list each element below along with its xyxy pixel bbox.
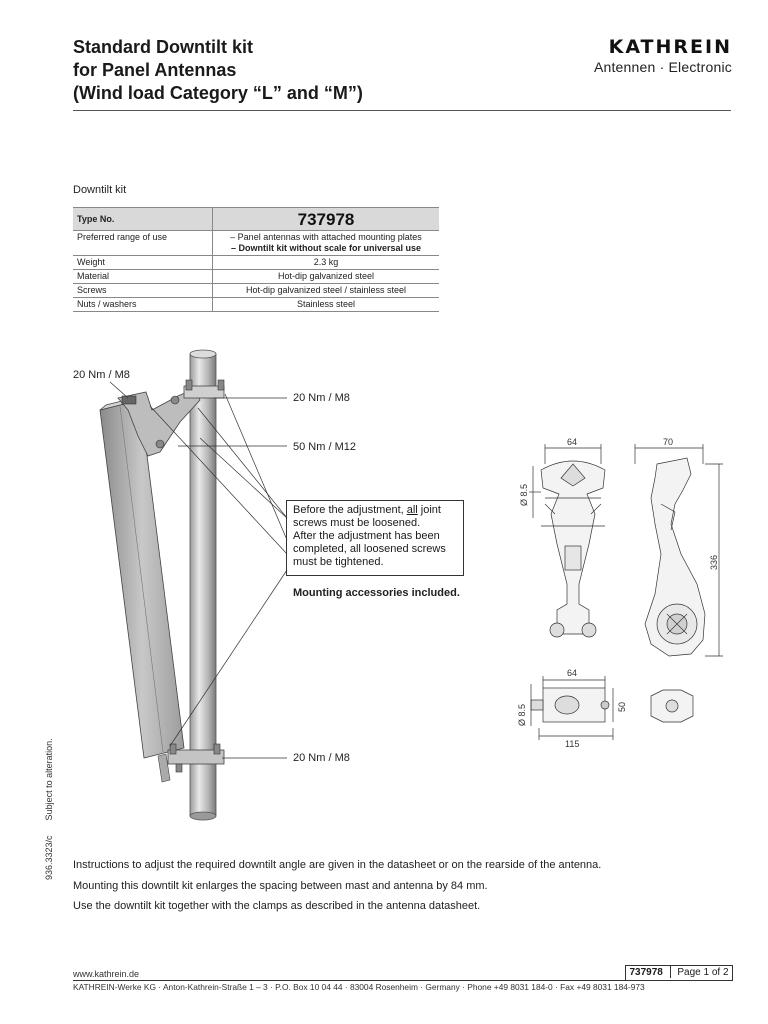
row-value xyxy=(213,231,440,256)
subject-to-alteration: Subject to alteration. xyxy=(44,738,54,821)
title-line-2: for Panel Antennas xyxy=(73,60,237,80)
footer-divider xyxy=(73,980,731,981)
torque-label-bottom-clamp: 20 Nm / M8 xyxy=(293,752,350,764)
torque-label-top-left: 20 Nm / M8 xyxy=(73,369,130,381)
row-label: Nuts / washers xyxy=(73,298,213,312)
dim-height: 336 xyxy=(709,554,719,570)
mast xyxy=(190,350,216,820)
mounting-illustration xyxy=(0,340,480,830)
row-label: Material xyxy=(73,270,213,284)
document-code: 936.3323/c xyxy=(44,835,54,880)
technical-drawing xyxy=(505,434,733,750)
table-row xyxy=(73,208,439,231)
torque-label-joint: 50 Nm / M12 xyxy=(293,441,356,453)
page-number: Page 1 of 2 xyxy=(677,967,729,978)
row-value: Hot-dip galvanized steel / stainless steel xyxy=(213,284,440,298)
title-line-3: (Wind load Category “L” and “M”) xyxy=(73,83,363,103)
footer-type-no: 737978 xyxy=(629,967,663,978)
page-indicator xyxy=(625,965,733,981)
row-value: Stainless steel xyxy=(213,298,440,312)
header-divider xyxy=(73,110,731,111)
type-no-value: 737978 xyxy=(213,208,440,231)
note-emphasis: all xyxy=(406,504,418,516)
dim-bottom-height: 50 xyxy=(617,701,627,712)
type-no-label: Type No. xyxy=(73,208,213,231)
range-line-2: – Downtilt kit without scale for universal use xyxy=(230,243,422,253)
instruction-line-2: Mounting this downtilt kit enlarges the spacing between mast and antenna by 84 mm. xyxy=(73,880,488,892)
torque-label-top-clamp: 20 Nm / M8 xyxy=(293,392,350,404)
note-line-1: Before the adjustment, all joint xyxy=(293,504,441,516)
spec-table xyxy=(73,207,439,312)
row-value: 2.3 kg xyxy=(213,256,440,270)
table-row xyxy=(73,298,439,312)
dim-bottom-total: 115 xyxy=(565,739,580,749)
brand-logo-block xyxy=(574,36,732,75)
row-value: Hot-dip galvanized steel xyxy=(213,270,440,284)
section-label: Downtilt kit xyxy=(73,184,127,196)
brand-tagline: Antennen · Electronic xyxy=(593,59,732,75)
company-address: KATHREIN-Werke KG · Anton-Kathrein-Straße 1 – 3 · P.O. Box 10 04 44 · 83004 Rosenheim · Germany · Phone +49 8031 184-0 · Fax +49 8031 184-973 xyxy=(73,982,645,992)
title-line-1: Standard Downtilt kit xyxy=(73,37,253,57)
antenna-panel xyxy=(100,395,184,782)
dim-bottom-hole-diameter: Ø 8.5 xyxy=(517,703,527,726)
range-line-1: – Panel antennas with attached mounting plates xyxy=(230,232,422,242)
table-row xyxy=(73,270,439,284)
mounting-note: Mounting accessories included. xyxy=(293,587,460,599)
table-row xyxy=(73,231,439,256)
instruction-line-1: Instructions to adjust the required downtilt angle are given in the datasheet or on the rearside of the antenna. xyxy=(73,859,602,871)
table-row xyxy=(73,256,439,270)
table-row xyxy=(73,284,439,298)
note-line-3: After the adjustment has been xyxy=(293,530,440,542)
website-link[interactable]: www.kathrein.de xyxy=(73,969,140,979)
note-line-5: must be tightened. xyxy=(293,556,384,568)
dim-hole-diameter: Ø 8.5 xyxy=(519,483,529,506)
dim-front-width: 64 xyxy=(567,437,578,447)
adjustment-note xyxy=(286,500,464,576)
row-label: Screws xyxy=(73,284,213,298)
document-code-note xyxy=(44,738,54,880)
instruction-line-3: Use the downtilt kit together with the clamps as described in the antenna datasheet. xyxy=(73,900,481,912)
note-line-2: screws must be loosened. xyxy=(293,517,421,529)
document-title xyxy=(73,36,363,105)
brand-logo: KATHREIN xyxy=(608,36,732,58)
row-label: Preferred range of use xyxy=(73,231,213,256)
row-label: Weight xyxy=(73,256,213,270)
note-line-4: completed, all loosened screws xyxy=(293,543,446,555)
dim-side-width: 70 xyxy=(663,437,674,447)
dim-bottom-width: 64 xyxy=(567,668,578,678)
